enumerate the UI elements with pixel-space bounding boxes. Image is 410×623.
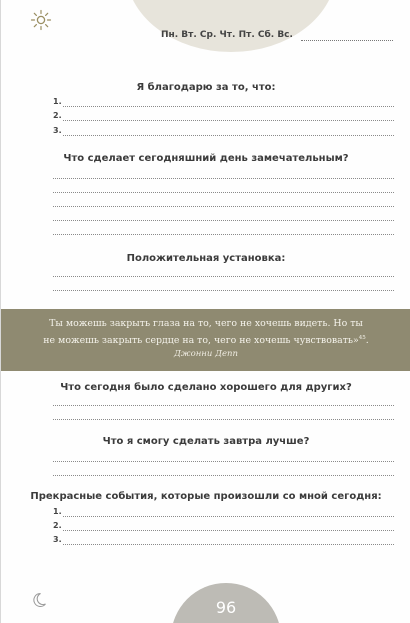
tomorrow-line-2[interactable] <box>53 475 394 476</box>
good-for-others-heading: Что сегодня было сделано хорошего для других? <box>60 382 352 393</box>
great-day-line-2[interactable] <box>53 192 394 193</box>
events-number-3: 3. <box>53 535 62 544</box>
gratitude-line-1[interactable] <box>63 106 394 107</box>
affirmation-line-2[interactable] <box>53 290 394 291</box>
page-number: 96 <box>215 598 237 617</box>
beautiful-events-heading: Прекрасные события, которые произошли со мной сегодня: <box>30 491 382 502</box>
events-number-1: 1. <box>53 507 62 516</box>
gratitude-number-2: 2. <box>53 111 62 120</box>
events-line-2[interactable] <box>63 530 394 531</box>
header-arc <box>126 0 336 52</box>
crescent-moon-icon <box>31 592 47 608</box>
events-line-1[interactable] <box>63 516 394 517</box>
quote-author: Джонни Депп <box>174 349 238 359</box>
weekday-labels: Пн. Вт. Ср. Чт. Пт. Сб. Вс. <box>161 30 293 40</box>
tomorrow-heading: Что я смогу сделать завтра лучше? <box>102 436 310 447</box>
gratitude-number-1: 1. <box>53 97 62 106</box>
quote-line-1: Ты можешь закрыть глаза на то, чего не хочешь видеть. Но ты <box>49 318 363 329</box>
quote-footnote: 45 <box>358 335 366 341</box>
events-number-2: 2. <box>53 521 62 530</box>
gratitude-heading: Я благодарю за то, что: <box>136 82 276 93</box>
great-day-line-5[interactable] <box>53 234 394 235</box>
gratitude-line-2[interactable] <box>63 120 394 121</box>
date-entry-line[interactable] <box>301 40 393 41</box>
quote-line-2-text: не можешь закрыть сердце на то, чего не хочешь чувствовать <box>43 335 354 347</box>
great-day-line-3[interactable] <box>53 206 394 207</box>
events-line-3[interactable] <box>63 544 394 545</box>
good-for-others-line-2[interactable] <box>53 419 394 420</box>
great-day-line-1[interactable] <box>53 178 394 179</box>
good-for-others-line-1[interactable] <box>53 405 394 406</box>
sun-icon <box>30 9 52 31</box>
tomorrow-line-1[interactable] <box>53 461 394 462</box>
quote-text <box>1 316 410 348</box>
affirmation-line-1[interactable] <box>53 276 394 277</box>
affirmation-heading: Положительная установка: <box>126 253 286 264</box>
great-day-heading: Что сделает сегодняшний день замечательным? <box>63 153 349 164</box>
gratitude-line-3[interactable] <box>63 135 394 136</box>
quote-line-2: не можешь закрыть сердце на то, чего не хочешь чувствовать»$^{45}$. <box>43 335 369 347</box>
great-day-line-4[interactable] <box>53 220 394 221</box>
gratitude-number-3: 3. <box>53 126 62 135</box>
